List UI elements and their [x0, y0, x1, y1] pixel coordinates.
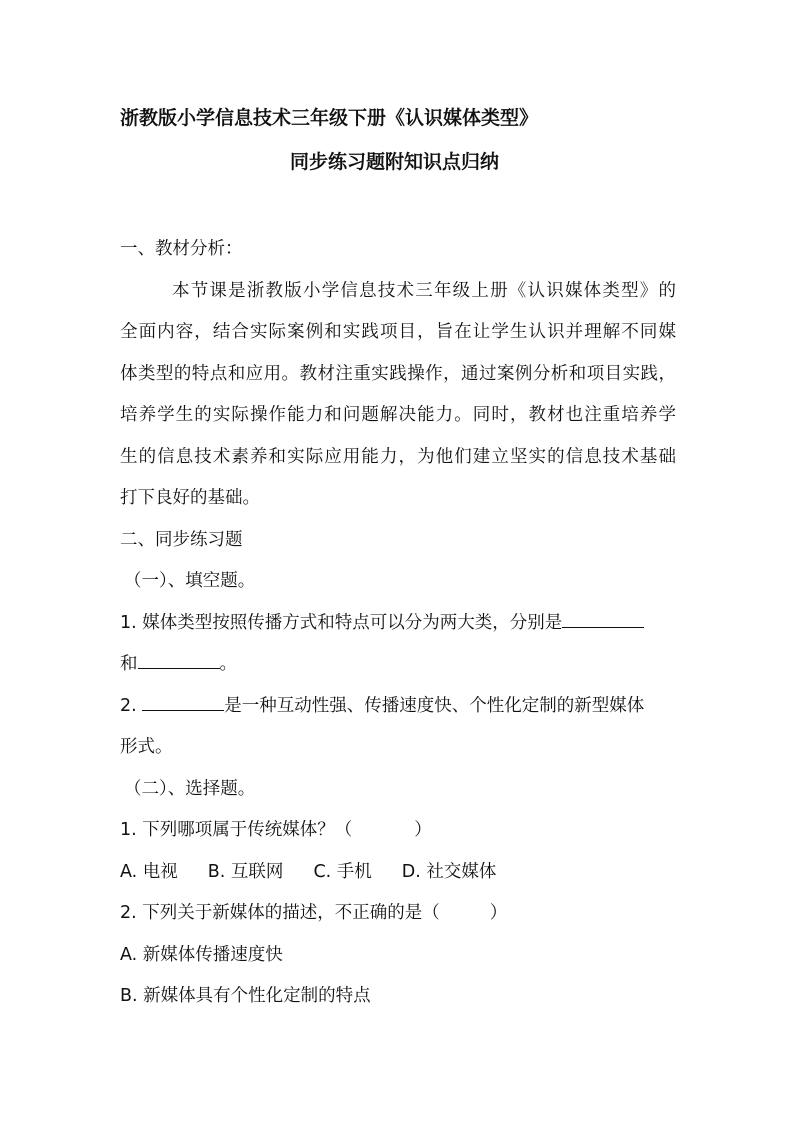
choice-question-2-close: ）: [489, 903, 508, 923]
answer-blank[interactable]: [142, 692, 224, 711]
option-c: C. 手机: [313, 861, 372, 882]
fill-question-2-text: 是一种互动性强、传播速度快、个性化定制的新型媒体: [224, 695, 645, 716]
analysis-paragraph-line: 全面内容，结合实际案例和实践项目，旨在让学生认识并理解不同媒: [120, 322, 676, 342]
analysis-paragraph-line: 生的信息技术素养和实际应用能力，为他们建立坚实的信息技术基础: [120, 446, 676, 467]
section-heading-exercises: 二、同步练习题: [120, 529, 243, 550]
choice-question-2-stem: 2. 下列关于新媒体的描述，不正确的是（: [120, 903, 440, 923]
analysis-paragraph-line: 本节课是浙教版小学信息技术三年级上册《认识媒体类型》的: [172, 280, 676, 301]
analysis-paragraph-line: 打下良好的基础。: [120, 488, 260, 508]
choice-question-2-option-b: B. 新媒体具有个性化定制的特点: [120, 986, 371, 1006]
fill-question-2: [120, 686, 676, 728]
answer-blank[interactable]: [562, 609, 644, 628]
analysis-paragraph-line: 培养学生的实际操作能力和问题解决能力。同时，教材也注重培养学: [120, 405, 676, 425]
document-title-line-1: 浙教版小学信息技术三年级下册《认识媒体类型》: [120, 107, 539, 129]
choice-question-2-option-a: A. 新媒体传播速度快: [120, 944, 283, 965]
fill-question-1-text: 1. 媒体类型按照传播方式和特点可以分为两大类，分别是: [120, 612, 563, 633]
fill-question-1-and: 和: [120, 654, 138, 674]
choice-question-1-options: [120, 852, 676, 894]
choice-question-2: [120, 893, 676, 935]
choice-question-1: [120, 810, 676, 852]
subsection-heading-fill-in: （一）、填空题。: [124, 571, 256, 591]
fill-question-2-number: 2.: [120, 695, 143, 716]
fill-question-1-end: 。: [219, 654, 237, 674]
section-heading-analysis: 一、教材分析：: [120, 239, 243, 259]
choice-question-1-close: ）: [414, 820, 432, 840]
option-a: A. 电视: [120, 861, 178, 882]
fill-question-2-continued: 形式。: [120, 737, 173, 757]
subsection-heading-choice: （二）、选择题。: [124, 778, 256, 799]
analysis-paragraph-line: 体类型的特点和应用。教材注重实践操作，通过案例分析和项目实践，: [120, 363, 676, 384]
document-body: [120, 229, 676, 1018]
fill-question-1: [120, 603, 676, 645]
option-d: D. 社交媒体: [401, 861, 497, 882]
answer-blank[interactable]: [138, 650, 220, 669]
option-b: B. 互联网: [207, 861, 284, 882]
choice-question-1-stem: 1. 下列哪项属于传统媒体？（: [120, 820, 353, 840]
fill-question-1-continued: [120, 644, 676, 686]
document-title-line-2: 同步练习题附知识点归纳: [290, 151, 500, 173]
